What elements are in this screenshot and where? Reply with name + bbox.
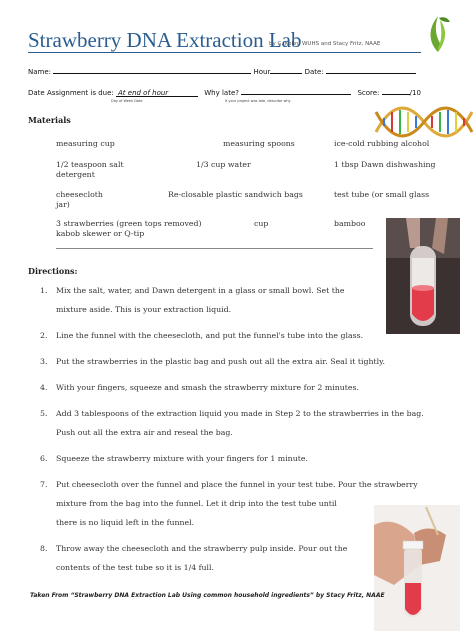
material-item: 3 strawberries (green tops removed): [56, 219, 202, 228]
due-hint: Day of Week Date: [111, 99, 143, 103]
step-number: 5.: [40, 409, 48, 418]
byline: by C. Kohn, WUHS and Stacy Fritz, NAAE: [269, 41, 381, 47]
directions-heading: Directions:: [28, 266, 78, 276]
test-tube-hand-photo: [374, 505, 460, 631]
due-row: [28, 87, 421, 97]
step-text: With your fingers, squeeze and smash the strawberry mixture for 2 minutes.: [56, 383, 359, 392]
material-item-wrap: detergent: [56, 170, 95, 179]
materials-heading: Materials: [28, 115, 71, 125]
step-text: mixture from the bag into the funnel. Let it drip into the test tube until: [56, 499, 337, 508]
step-5: [40, 409, 424, 428]
material-item: Re-closable plastic sandwich bags: [168, 190, 303, 199]
step-text: Push out all the extra air and reseal the bag.: [56, 428, 233, 437]
material-item: measuring spoons: [223, 139, 295, 148]
material-item: cup: [254, 219, 269, 228]
materials-divider: [56, 248, 373, 249]
step-text: Put cheesecloth over the funnel and place the funnel in your test tube. Pour the strawberry: [56, 480, 418, 489]
step-2: [40, 331, 396, 350]
hour-label: Hour: [253, 68, 271, 76]
why-late-field[interactable]: [241, 87, 351, 95]
directions-list: [40, 286, 424, 582]
step-number: 6.: [40, 454, 48, 463]
step-number: 2.: [40, 331, 48, 340]
score-label: Score:: [357, 89, 380, 97]
step-text: Line the funnel with the cheesecloth, and put the funnel's tube into the glass.: [56, 331, 364, 340]
step-1: [40, 286, 396, 305]
step-text: Squeeze the strawberry mixture with your fingers for 1 minute.: [56, 454, 308, 463]
step-3: [40, 357, 396, 376]
due-field[interactable]: At end of hour: [116, 89, 198, 97]
step-text: there is no liquid left in the funnel.: [56, 518, 195, 527]
step-6: [40, 454, 396, 473]
why-late-label: Why late?: [204, 89, 239, 97]
step-number: 1.: [40, 286, 48, 295]
late-hint: If your project was late, describe why: [225, 99, 291, 103]
step-text: Add 3 tablespoons of the extraction liquid you made in Step 2 to the strawberries in the bag.: [56, 409, 424, 418]
hour-field[interactable]: [270, 66, 302, 74]
material-item: test tube (or small glass: [334, 190, 430, 199]
name-label: Name:: [28, 68, 52, 76]
step-4: [40, 383, 396, 402]
material-item: bamboo: [334, 219, 366, 228]
step-number: 8.: [40, 544, 48, 553]
step-text: Throw away the cheesecloth and the strawberry pulp inside. Pour out the: [56, 544, 348, 553]
step-text: Mix the salt, water, and Dawn detergent in a glass or small bowl. Set the: [56, 286, 345, 295]
step-7: [40, 480, 418, 499]
material-item: 1 tbsp Dawn dishwashing: [334, 160, 436, 169]
step-text: contents of the test tube so it is 1/4 full.: [56, 563, 215, 572]
name-row: [28, 66, 416, 76]
date-label: Date:: [304, 68, 324, 76]
leaf-logo-icon: [424, 12, 452, 54]
date-field[interactable]: [326, 66, 416, 74]
step-text: Put the strawberries in the plastic bag and push out all the extra air. Seal it tightly.: [56, 357, 386, 366]
step-number: 3.: [40, 357, 48, 366]
material-item: cheesecloth: [56, 190, 103, 199]
step-number: 7.: [40, 480, 48, 489]
material-item: measuring cup: [56, 139, 115, 148]
source-footer: Taken From “Strawberry DNA Extraction Lab Using common household ingredients” by Stacy Fritz, NAAE: [30, 592, 385, 599]
due-label: Date Assignment is due:: [28, 89, 114, 97]
name-field[interactable]: [53, 66, 251, 74]
step-number: 4.: [40, 383, 48, 392]
material-item: ice-cold rubbing alcohol: [334, 139, 430, 148]
page-title: Strawberry DNA Extraction Lab: [28, 28, 302, 52]
score-total: /10: [409, 89, 421, 97]
material-item-wrap: jar): [56, 200, 70, 209]
material-item: 1/3 cup water: [196, 160, 251, 169]
material-item: 1/2 teaspoon salt: [56, 160, 124, 169]
material-item-wrap: kabob skewer or Q-tip: [56, 229, 145, 238]
test-tube-photo: [386, 218, 460, 334]
title-rule: [28, 52, 421, 53]
step-text: mixture aside. This is your extraction liquid.: [56, 305, 232, 314]
step-8: [40, 544, 396, 563]
